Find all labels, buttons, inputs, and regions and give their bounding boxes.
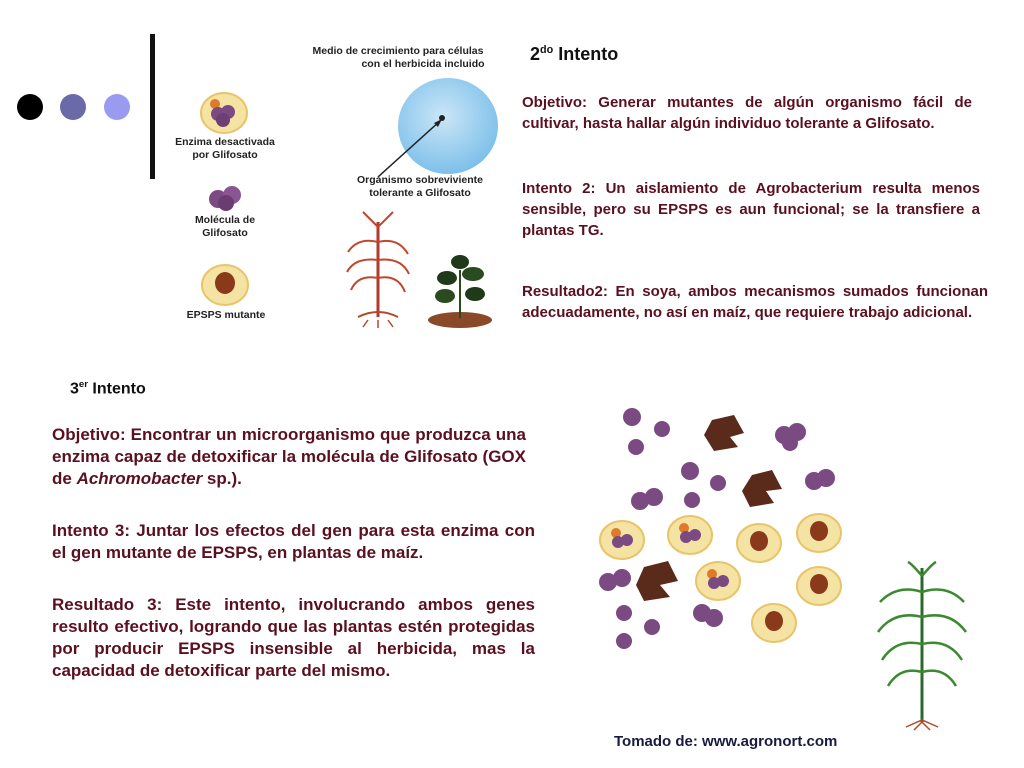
third-attempt-title: 3er Intento — [70, 379, 146, 398]
soy-plant-icon — [425, 250, 495, 330]
survivor-label: Organismo sobreviviente tolerante a Glifosato — [356, 174, 484, 199]
epsps-mutant-icon — [201, 263, 251, 307]
glyphosate-molecule-icon — [204, 183, 248, 213]
decor-dot-black — [17, 94, 43, 120]
molecule-label: Molécula de Glifosato — [194, 214, 256, 239]
second-result: Resultado2: En soya, ambos mecanismos sumados funcionan adecuadamente, no así en maíz, que requiere trabajo adicional. — [522, 283, 988, 321]
decor-dot-purple — [60, 94, 86, 120]
deactivated-enzyme-icon — [200, 90, 250, 135]
healthy-corn-plant-icon — [872, 562, 972, 737]
second-attempt-title: $2^{do}$ Intento — [530, 44, 619, 64]
third-objective: Objetivo: Encontrar un microorganismo que produzca una enzima capaz de detoxificar la molécula de Glifosato (GOX de Achromobacter sp.). — [52, 425, 526, 488]
decor-dot-lavender — [104, 94, 130, 120]
epsps-label: EPSPS mutante — [186, 309, 266, 321]
third-attempt-text: Intento 3: Juntar los efectos del gen para esta enzima con el gen mutante de EPSPS, en plantas de maíz. — [52, 521, 535, 562]
medium-label: Medio de crecimiento para células con el herbicida incluido — [312, 45, 485, 70]
second-objective: Objetivo: Generar mutantes de algún organismo fácil de cultivar, hasta hallar algún individuo tolerante a Glifosato. — [522, 94, 972, 132]
molecule-interaction-illustration — [594, 405, 854, 655]
enzyme-label: Enzima desactivada por Glifosato — [175, 136, 275, 161]
second-attempt-text: Intento 2: Un aislamiento de Agrobacterium resulta menos sensible, pero su EPSPS es aun funcional; se la transfiere a plantas TG. — [522, 180, 980, 239]
damaged-corn-plant-icon — [343, 212, 413, 322]
third-result: Resultado 3: Este intento, involucrando ambos genes resulto efectivo, logrando que las plantas estén protegidas por producir EPSPS insensible al herbicida, mas la capacidad de detoxificar parte del mismo. — [52, 595, 535, 680]
source-credit: Tomado de: www.agronort.com — [614, 733, 838, 750]
decor-vertical-line — [150, 34, 155, 179]
